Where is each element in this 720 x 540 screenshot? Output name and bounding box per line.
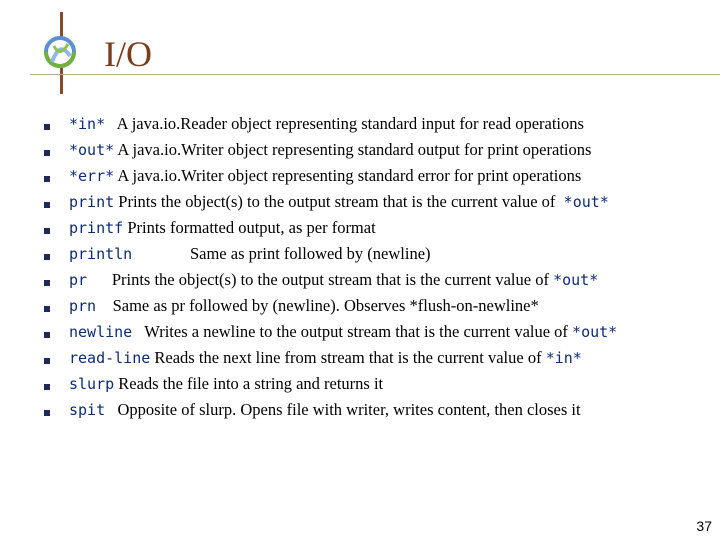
bullet-square-icon xyxy=(44,124,50,130)
item-term: spit xyxy=(69,401,106,419)
item-term: *out* xyxy=(69,141,115,159)
item-term: pr xyxy=(69,271,88,289)
item-extra: *out* xyxy=(572,323,618,341)
item-text xyxy=(69,320,617,344)
bullet-square-icon xyxy=(44,202,50,208)
item-gap xyxy=(87,270,112,289)
item-term: newline xyxy=(69,323,133,341)
bullet-square-icon xyxy=(44,332,50,338)
bullet-square-icon xyxy=(44,228,50,234)
slide-title: I/O xyxy=(104,34,152,74)
item-term: slurp xyxy=(69,375,115,393)
item-text xyxy=(69,372,383,396)
item-gap xyxy=(105,400,117,419)
item-extra: *out* xyxy=(553,271,599,289)
title-rule xyxy=(30,74,720,75)
item-term: prn xyxy=(69,297,97,315)
item-text xyxy=(69,268,598,292)
item-desc: Prints the object(s) to the output stream that is the current value of xyxy=(118,192,564,211)
bullet-square-icon xyxy=(44,176,50,182)
item-desc: Same as print followed by (newline) xyxy=(189,244,431,263)
item-text xyxy=(69,138,591,162)
bullet-square-icon xyxy=(44,150,50,156)
item-text xyxy=(69,216,376,240)
item-desc: A java.io.Reader object representing standard input for read operations xyxy=(116,114,584,133)
item-gap xyxy=(105,114,116,133)
item-gap xyxy=(96,296,113,315)
item-term: print xyxy=(69,193,115,211)
bullet-square-icon xyxy=(44,410,50,416)
item-text xyxy=(69,190,609,214)
item-extra: *out* xyxy=(563,193,609,211)
item-text xyxy=(69,112,584,136)
bullet-square-icon xyxy=(44,254,50,260)
item-extra: *in* xyxy=(545,349,582,367)
item-text xyxy=(69,398,581,422)
item-desc: Prints the object(s) to the output stream that is the current value of xyxy=(111,270,554,289)
item-desc: Reads the next line from stream that is the current value of xyxy=(154,348,546,367)
item-term: *err* xyxy=(69,167,115,185)
item-text xyxy=(69,164,581,188)
item-desc: Opposite of slurp. Opens file with writer, writes content, then closes it xyxy=(117,400,581,419)
bullet-square-icon xyxy=(44,384,50,390)
clojure-logo-icon xyxy=(30,10,94,96)
item-desc: Reads the file into a string and returns it xyxy=(118,374,384,393)
item-text xyxy=(69,242,431,266)
item-text xyxy=(69,346,582,370)
item-desc: Writes a newline to the output stream that is the current value of xyxy=(144,322,573,341)
item-desc: A java.io.Writer object representing standard error for print operations xyxy=(117,166,582,185)
item-term: read-line xyxy=(69,349,151,367)
item-term: println xyxy=(69,245,133,263)
item-desc: Prints formatted output, as per format xyxy=(127,218,376,237)
item-desc: A java.io.Writer object representing standard output for print operations xyxy=(117,140,592,159)
bullet-square-icon xyxy=(44,358,50,364)
item-gap xyxy=(132,322,144,341)
bullet-square-icon xyxy=(44,280,50,286)
item-term: printf xyxy=(69,219,124,237)
item-gap xyxy=(132,244,190,263)
page-number: 37 xyxy=(696,518,712,534)
item-desc: Same as pr followed by (newline). Observes *flush-on-newline* xyxy=(112,296,539,315)
item-term: *in* xyxy=(69,115,106,133)
item-text xyxy=(69,294,539,318)
bullet-square-icon xyxy=(44,306,50,312)
